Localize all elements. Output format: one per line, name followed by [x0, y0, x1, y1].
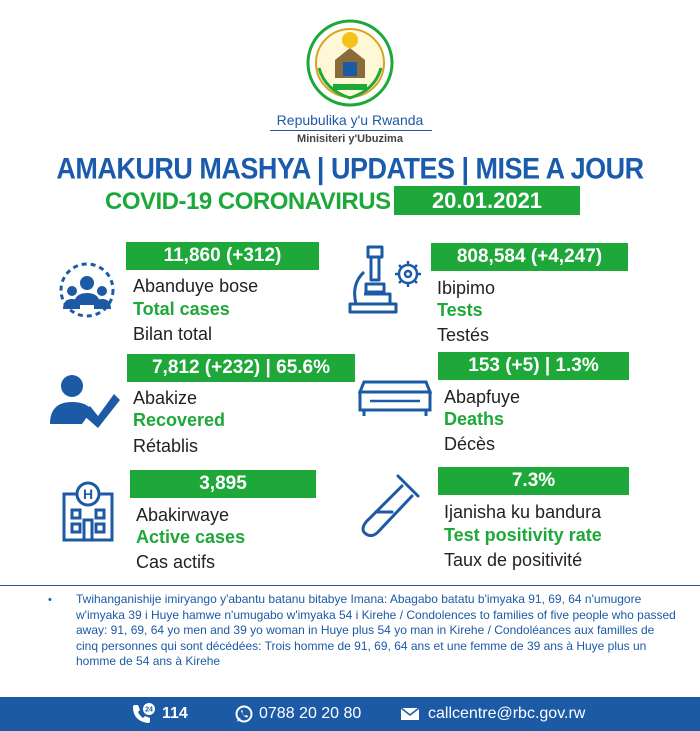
- total-cases-label-rw: Abanduye bose: [133, 276, 259, 296]
- mail-icon: [400, 707, 420, 721]
- deaths-label-en: Deaths: [444, 409, 505, 429]
- page-subtitle: COVID-19 CORONAVIRUS: [105, 188, 391, 215]
- header-divider: [270, 130, 432, 131]
- ministry-name: Minisiteri y'Ubuzima: [297, 133, 403, 145]
- page-title: AMAKURU MASHYA | UPDATES | MISE A JOUR: [56, 152, 644, 186]
- active-cases-value: 3,895: [130, 470, 316, 498]
- email-address: callcentre@rbc.gov.rw: [428, 705, 586, 722]
- test-tube-icon: [352, 470, 424, 542]
- svg-text:24: 24: [145, 706, 153, 714]
- contact-footer: [0, 697, 700, 731]
- active-cases-label-fr: Cas actifs: [136, 552, 216, 572]
- deaths-value: 153 (+5) | 1.3%: [438, 352, 629, 380]
- tests-label-rw: Ibipimo: [437, 278, 496, 298]
- coffin-icon: [356, 378, 434, 418]
- tests-label-fr: Testés: [437, 325, 490, 345]
- recovered-label-rw: Abakize: [133, 388, 198, 408]
- email-contact[interactable]: [400, 697, 585, 731]
- whatsapp-icon: [235, 705, 253, 723]
- update-date: 20.01.2021: [394, 186, 580, 215]
- recovered-value: 7,812 (+232) | 65.6%: [127, 354, 355, 382]
- recovered-label-fr: Rétablis: [133, 436, 199, 456]
- person-check-icon: [48, 372, 120, 432]
- condolence-note: Twihanganishije imiryango y'abantu batanu bitabye Imana: Abagabo batatu b'imyaka 91, 69, 64 n'umugore w'imyaka 39 i Huye hamwe n'umugabo w'imyaka 54 i Kirehe / Condolences to families of five people who passed away: 91, 69, 64 yo men and 39 yo woman in Huye plus 54 yo man in Kirehe / Condoléances aux familles de cinq personnes qui sont décédées: Trois homme de 91, 69, 64 ans et une femme de 39 ans à Huye plus un homme de 54 ans à Kirehe: [76, 592, 676, 668]
- positivity-value: 7.3%: [438, 467, 629, 495]
- note-divider: [0, 585, 700, 586]
- tests-label-en: Tests: [437, 300, 483, 320]
- note-bullet: •: [48, 594, 52, 606]
- positivity-label-fr: Taux de positivité: [444, 550, 583, 570]
- republic-name: Repubulika y'u Rwanda: [276, 112, 424, 128]
- rwanda-coat-of-arms-icon: [305, 18, 395, 108]
- total-cases-value: 11,860 (+312): [126, 242, 319, 270]
- phone-24-icon: [130, 703, 156, 725]
- hotline-number: 114: [162, 705, 188, 722]
- total-cases-label-fr: Bilan total: [133, 324, 213, 344]
- microscope-icon: [346, 244, 426, 316]
- deaths-label-fr: Décès: [444, 434, 496, 454]
- recovered-label-en: Recovered: [133, 410, 226, 430]
- total-cases-label-en: Total cases: [133, 299, 230, 319]
- whatsapp-number: 0788 20 20 80: [259, 705, 362, 722]
- tests-value: 808,584 (+4,247): [431, 243, 628, 271]
- hotline-contact[interactable]: [130, 697, 188, 731]
- positivity-label-rw: Ijanisha ku bandura: [444, 502, 602, 522]
- positivity-label-en: Test positivity rate: [444, 525, 602, 545]
- active-cases-label-en: Active cases: [136, 527, 246, 547]
- deaths-label-rw: Abapfuye: [444, 387, 521, 407]
- svg-text:H: H: [82, 486, 94, 502]
- virus-people-icon: [52, 255, 122, 325]
- hospital-icon: [60, 478, 116, 542]
- active-cases-label-rw: Abakirwaye: [136, 505, 230, 525]
- whatsapp-contact[interactable]: [235, 697, 361, 731]
